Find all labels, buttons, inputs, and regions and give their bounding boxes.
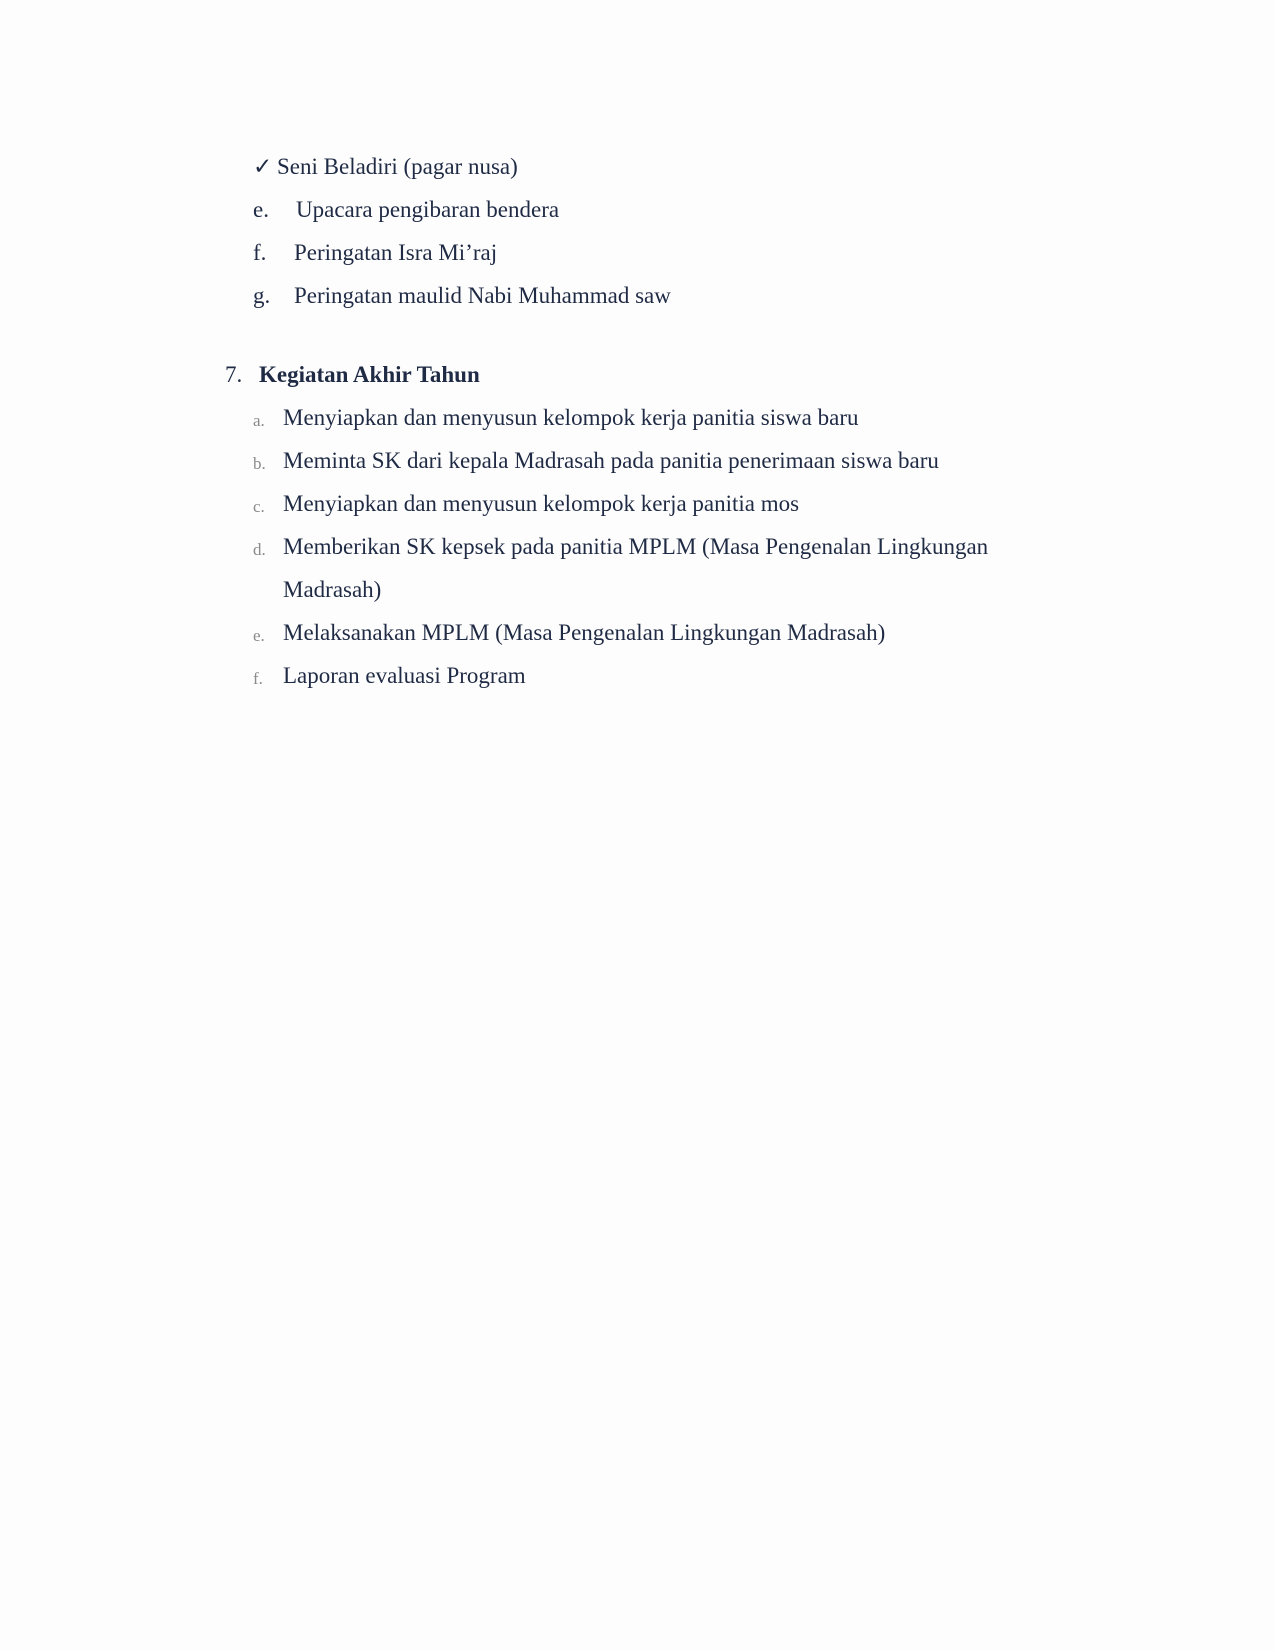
list-item-text: Peringatan Isra Mi’raj <box>294 240 498 265</box>
section-title: Kegiatan Akhir Tahun <box>259 362 480 387</box>
sub-list-text: Melaksanakan MPLM (Masa Pengenalan Lingkungan Madrasah) <box>283 620 886 645</box>
sub-list-text: Menyiapkan dan menyusun kelompok kerja panitia siswa baru <box>283 405 859 430</box>
sub-list-text: Laporan evaluasi Program <box>283 663 526 688</box>
sub-list-marker: c. <box>253 497 265 516</box>
sub-list-text: Memberikan SK kepsek pada panitia MPLM (Masa Pengenalan Lingkungan <box>283 534 989 559</box>
section-heading <box>225 360 480 390</box>
sub-list-marker: e. <box>253 626 265 645</box>
check-item-text: Seni Beladiri (pagar nusa) <box>277 154 518 179</box>
sub-list-marker: b. <box>253 454 266 473</box>
check-icon: ✓ <box>253 154 273 179</box>
section-number: 7. <box>225 362 243 387</box>
sub-list-marker: a. <box>253 411 265 430</box>
sub-list-text: Madrasah) <box>283 577 382 602</box>
list-item-text: Peringatan maulid Nabi Muhammad saw <box>294 283 671 308</box>
list-marker: e. <box>253 197 269 222</box>
list-marker: g. <box>253 283 271 308</box>
sub-list-marker: d. <box>253 540 266 559</box>
list-marker: f. <box>253 240 267 265</box>
sub-list-text: Meminta SK dari kepala Madrasah pada panitia penerimaan siswa baru <box>283 448 939 473</box>
sub-list-text: Menyiapkan dan menyusun kelompok kerja panitia mos <box>283 491 800 516</box>
sub-list-marker: f. <box>253 669 263 688</box>
check-list-item <box>253 152 518 182</box>
list-item-text: Upacara pengibaran bendera <box>296 197 560 222</box>
